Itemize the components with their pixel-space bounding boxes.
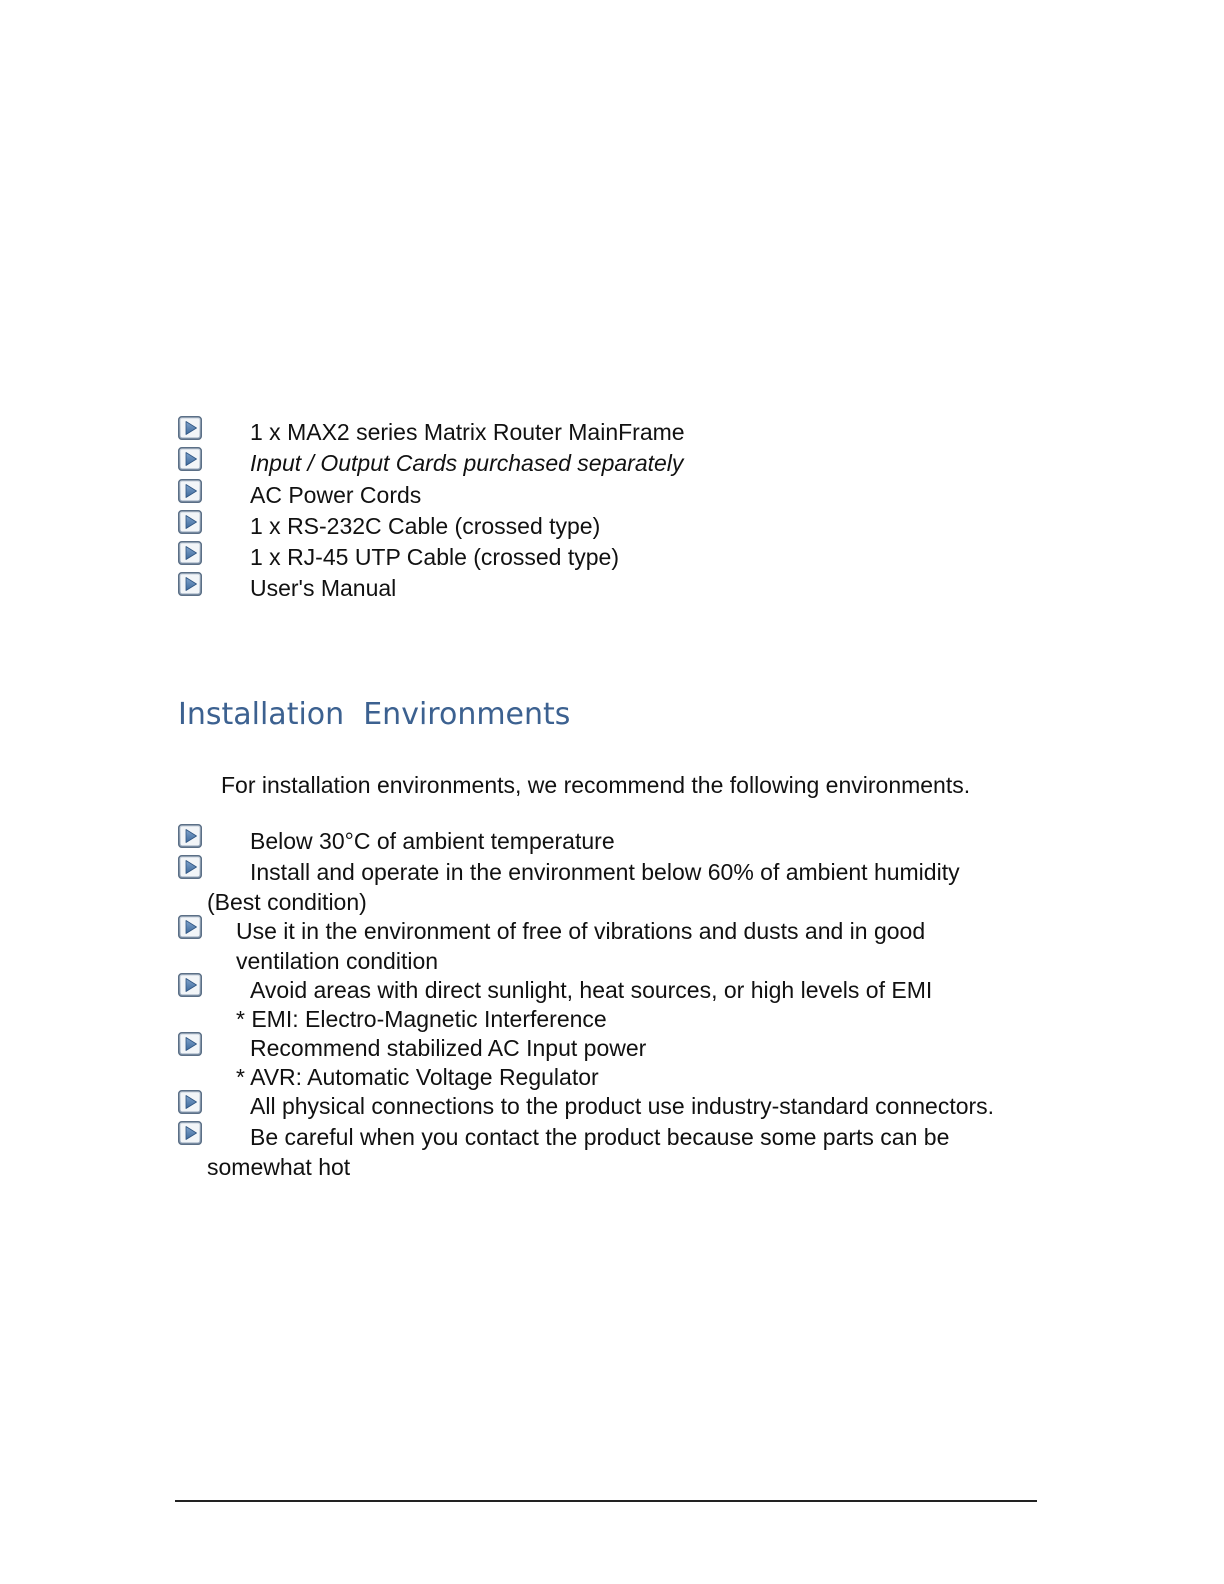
env-vibration-continuation: ventilation condition (236, 948, 439, 974)
play-arrow-icon (178, 572, 202, 596)
list-item (178, 415, 1078, 446)
env-emi-note: * EMI: Electro-Magnetic Interference (236, 1006, 607, 1032)
footer-divider (175, 1500, 1037, 1502)
list-item-text: Input / Output Cards purchased separately (250, 450, 684, 477)
play-arrow-icon (178, 1090, 202, 1114)
play-arrow-icon (178, 447, 202, 471)
play-arrow-icon (178, 510, 202, 534)
env-connectors-text: All physical connections to the product use industry-standard connectors. (250, 1093, 995, 1119)
section-heading: Installation Environments (178, 697, 571, 732)
list-item (178, 446, 1078, 477)
env-power-text: Recommend stabilized AC Input power (250, 1035, 647, 1061)
play-arrow-icon (178, 416, 202, 440)
list-item (178, 478, 1078, 509)
list-item (178, 540, 1078, 571)
play-arrow-icon (178, 973, 202, 997)
list-item (178, 509, 1078, 540)
play-arrow-icon (178, 479, 202, 503)
package-contents-list (178, 415, 1078, 603)
list-item-text: 1 x MAX2 series Matrix Router MainFrame (250, 419, 685, 445)
play-arrow-icon (178, 1121, 202, 1145)
env-temperature-text: Below 30°C of ambient temperature (250, 828, 615, 854)
intro-paragraph: For installation environments, we recommend the following environments. (221, 772, 971, 798)
list-item-text: AC Power Cords (250, 481, 422, 508)
env-humidity-continuation: (Best condition) (207, 889, 367, 915)
env-careful-text: Be careful when you contact the product because some parts can be (250, 1124, 950, 1150)
list-item-text: User's Manual (250, 575, 397, 602)
list-item-text: 1 x RS-232C Cable (crossed type) (250, 512, 601, 539)
list-item-text: 1 x RJ-45 UTP Cable (crossed type) (250, 544, 619, 571)
env-careful-continuation: somewhat hot (207, 1154, 351, 1180)
play-arrow-icon (178, 824, 202, 848)
env-vibration-text: Use it in the environment of free of vibrations and dusts and in good (236, 918, 926, 944)
env-humidity-text: Install and operate in the environment below 60% of ambient humidity (250, 859, 960, 885)
list-item (178, 571, 1078, 602)
play-arrow-icon (178, 915, 202, 939)
play-arrow-icon (178, 541, 202, 565)
env-power-note: * AVR: Automatic Voltage Regulator (236, 1064, 599, 1090)
play-arrow-icon (178, 1032, 202, 1056)
env-emi-text: Avoid areas with direct sunlight, heat sources, or high levels of EMI (250, 977, 933, 1003)
play-arrow-icon (178, 855, 202, 879)
